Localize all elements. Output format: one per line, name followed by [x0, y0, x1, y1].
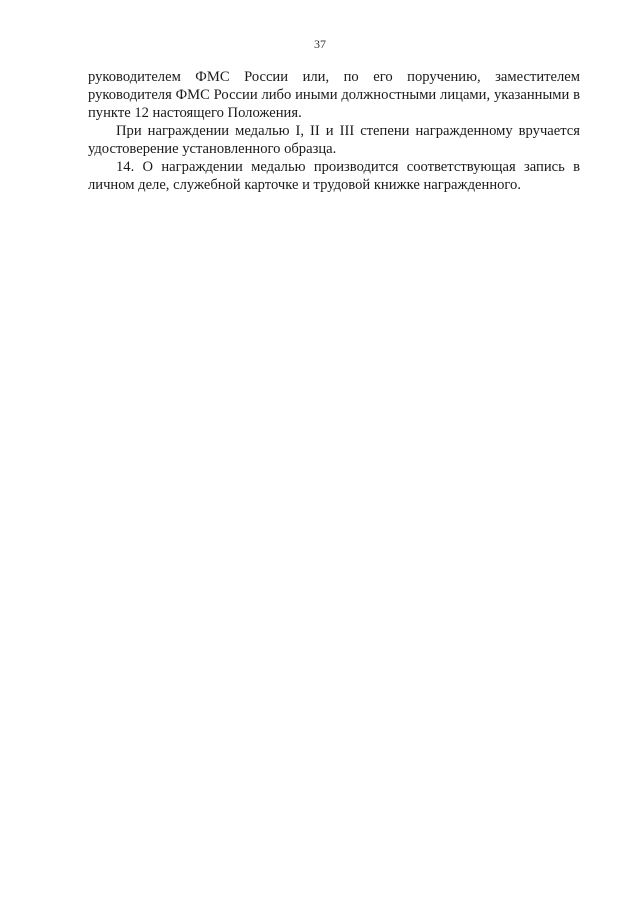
paragraph-continuation: руководителем ФМС России или, по его поручению, заместителем руководителя ФМС России либо иными должностными лицами, указанными в пункте 12 настоящего Положения. [88, 69, 580, 121]
paragraph-14-record-entry: 14. О награждении медалью производится соответствующая запись в личном деле, служебной карточке и трудовой книжке награжденного. [88, 159, 580, 193]
paragraph-medal-certificate: При награждении медалью I, II и III степени награжденному вручается удостоверение установленного образца. [88, 123, 580, 157]
document-body [88, 68, 580, 194]
page-number: 37 [314, 37, 326, 51]
